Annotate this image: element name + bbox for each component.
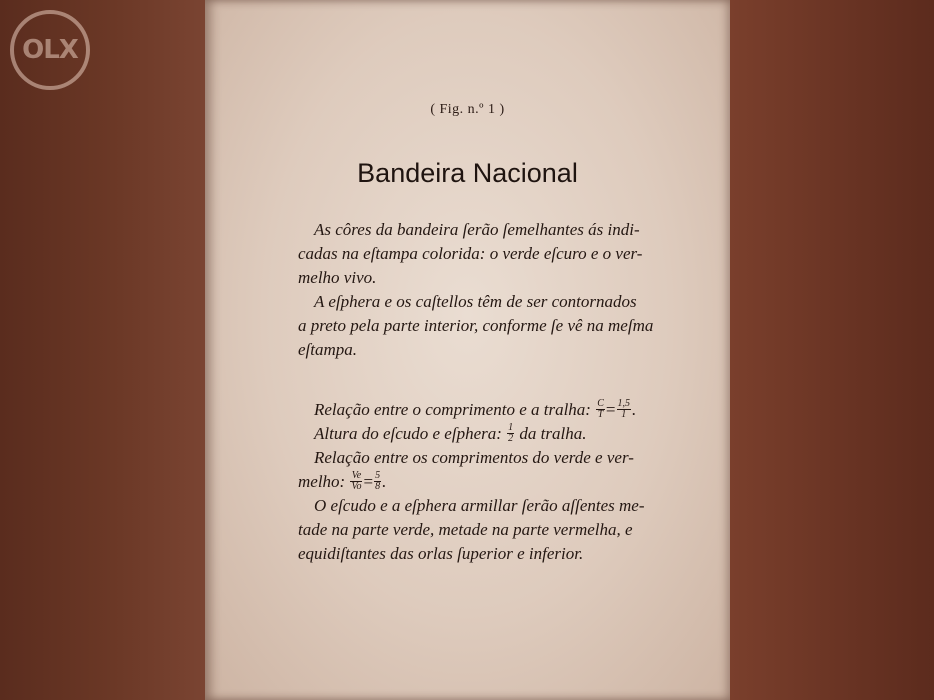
text-line: A eſphera e os caſtellos têm de ser contornados (314, 292, 637, 311)
fraction-denominator: 8 (375, 480, 381, 492)
relation-text: Altura do eſcudo e eſphera: (314, 424, 502, 443)
relations-paragraph (298, 398, 678, 566)
fraction-numerator: 1,5 (617, 397, 630, 409)
olx-watermark-logo (8, 8, 92, 92)
length-hoist-relation (298, 398, 678, 422)
fraction-denominator: 2 (508, 432, 514, 444)
text-line: Relação entre os comprimentos do verde e ver- (314, 448, 634, 467)
text-line: equidiſtantes das orlas ſuperior e inferior. (298, 544, 584, 563)
fraction-numerator: 1 (508, 421, 514, 433)
relation-suffix: . (632, 400, 637, 419)
fraction-numerator: Ve (351, 469, 362, 481)
equals-sign: = (363, 472, 374, 491)
relation-text: melho: (298, 472, 346, 491)
colors-paragraph (298, 218, 678, 362)
fraction-ve-over-vo (350, 471, 362, 492)
text-line: tade na parte verde, metade na parte vermelha, e (298, 520, 633, 539)
background-left (0, 0, 205, 700)
fraction-denominator: T (597, 408, 604, 420)
relation-suffix: . (382, 472, 387, 491)
fraction-denominator: 1 (621, 408, 627, 420)
green-red-relation (298, 470, 678, 494)
text-line: a preto pela parte interior, conforme ſe vê na meſma (298, 316, 654, 335)
background-right (730, 0, 934, 700)
fraction-ratio (617, 399, 632, 420)
text-line: O eſcudo e a eſphera armillar ſerão aſſentes me- (314, 496, 645, 515)
text-line: eſtampa. (298, 340, 358, 359)
page-title: Bandeira Nacional (357, 158, 578, 188)
watermark-text: OLX (22, 35, 78, 65)
equals-sign: = (605, 400, 616, 419)
fraction-one-half (507, 423, 514, 444)
fraction-denominator: Vo (351, 480, 362, 492)
text-line: melho vivo. (298, 268, 377, 287)
relation-suffix: da tralha. (519, 424, 587, 443)
figure-label: ( Fig. n.º 1 ) (430, 102, 505, 117)
text-line: cadas na eſtampa colorida: o verde eſcuro e o ver- (298, 244, 643, 263)
book-page (205, 0, 730, 700)
relation-text: Relação entre o comprimento e a tralha: (314, 400, 591, 419)
fraction-five-eighths (374, 471, 381, 492)
fraction-numerator: C (597, 397, 604, 409)
fraction-numerator: 5 (375, 469, 381, 481)
shield-height-relation (298, 422, 678, 446)
text-line: As côres da bandeira ſerão ſemelhantes ás indi- (314, 220, 640, 239)
fraction-c-over-t (596, 399, 605, 420)
